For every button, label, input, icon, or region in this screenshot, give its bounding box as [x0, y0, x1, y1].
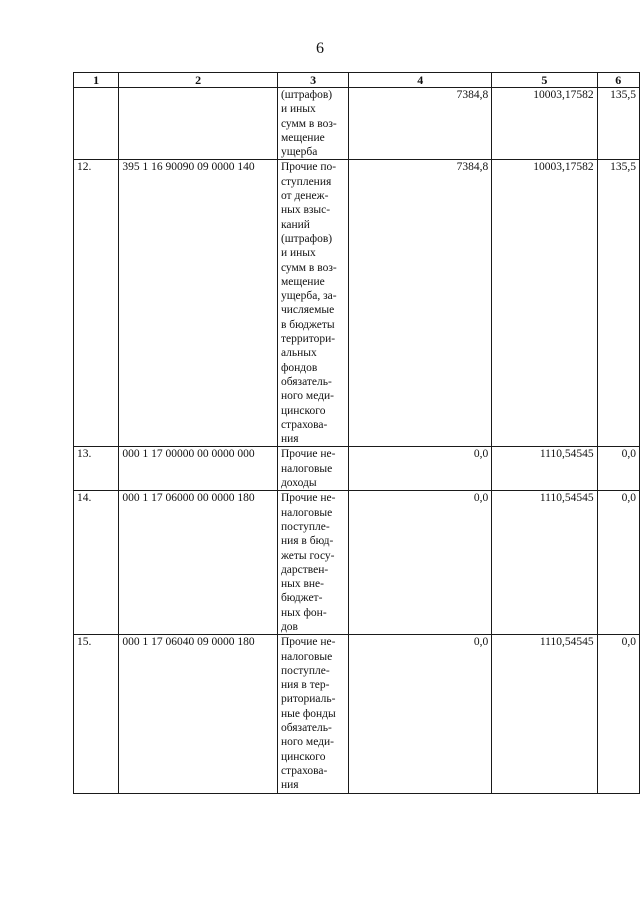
description-line: доходы [280, 477, 317, 490]
description-line: ния в бюд- [280, 535, 334, 548]
column-header-1: 1 [74, 73, 119, 88]
column-header-6: 6 [597, 73, 639, 88]
description-line: дарствен- [280, 563, 329, 576]
description-line: сумм в воз- [280, 261, 337, 274]
description-line: ного меди- [280, 736, 334, 749]
row-description [277, 635, 348, 793]
description-line: числяемые [280, 304, 335, 317]
table-row [74, 635, 640, 793]
description-line: жеты госу- [280, 549, 335, 562]
row-number [74, 88, 119, 160]
description-line: ного меди- [280, 390, 334, 403]
value-column-4: 0,0 [349, 447, 492, 491]
row-description [277, 160, 348, 447]
description-line: ных вне- [280, 578, 324, 591]
value-column-6: 135,5 [597, 88, 639, 160]
description-line: поступле- [280, 520, 330, 533]
value-column-4: 0,0 [349, 491, 492, 635]
description-line: (штрафов) [280, 89, 333, 101]
description-line: Прочие не- [280, 448, 336, 461]
description-line: ния в тер- [280, 679, 330, 692]
page-number: 6 [316, 40, 324, 57]
value-column-6: 0,0 [597, 635, 639, 793]
description-line: обязатель- [280, 375, 332, 388]
description-line: каний [280, 218, 310, 231]
description-line: от денеж- [280, 190, 329, 203]
description-line: налоговые [280, 462, 333, 475]
classification-code: 000 1 17 00000 00 0000 000 [119, 447, 278, 491]
description-line: фондов [280, 361, 318, 374]
description-line: в бюджеты [280, 318, 335, 331]
row-number: 15. [74, 635, 119, 793]
description-line: ных фон- [280, 606, 327, 619]
description-line: ния [280, 779, 299, 792]
row-number: 14. [74, 491, 119, 635]
value-column-5: 10003,17582 [492, 160, 597, 447]
row-description [277, 447, 348, 491]
description-line: Прочие по- [280, 161, 337, 174]
revenue-table [73, 72, 640, 794]
value-column-6: 135,5 [597, 160, 639, 447]
description-line: риториаль- [280, 693, 336, 706]
row-description [277, 88, 348, 160]
description-line: цинского [280, 750, 326, 763]
value-column-5: 1110,54545 [492, 635, 597, 793]
column-header-2: 2 [119, 73, 278, 88]
description-line: сумм в воз- [280, 117, 337, 130]
description-line: мещение [280, 275, 325, 288]
description-line: и иных [280, 247, 316, 260]
description-line: ущерба, за- [280, 290, 337, 303]
row-number: 12. [74, 160, 119, 447]
classification-code: 395 1 16 90090 09 0000 140 [119, 160, 278, 447]
column-header-5: 5 [492, 73, 597, 88]
description-line: ные фонды [280, 707, 336, 720]
value-column-6: 0,0 [597, 447, 639, 491]
description-line: ния [280, 433, 299, 446]
row-description [277, 491, 348, 635]
value-column-5: 1110,54545 [492, 447, 597, 491]
description-line: поступле- [280, 664, 330, 677]
description-line: обязатель- [280, 722, 332, 735]
description-line: ущерба [280, 146, 318, 159]
description-line: бюджет- [280, 592, 323, 605]
table-row [74, 88, 640, 160]
value-column-4: 0,0 [349, 635, 492, 793]
description-line: (штрафов) [280, 232, 333, 245]
value-column-6: 0,0 [597, 491, 639, 635]
description-line: ных взыс- [280, 204, 331, 217]
description-line: ступления [280, 175, 332, 188]
value-column-4: 7384,8 [349, 160, 492, 447]
description-line: Прочие не- [280, 636, 336, 649]
table-row [74, 447, 640, 491]
value-column-4: 7384,8 [349, 88, 492, 160]
description-line: страхова- [280, 418, 328, 431]
description-line: и иных [280, 103, 316, 116]
description-line: дов [280, 620, 298, 633]
classification-code [119, 88, 278, 160]
description-line: цинского [280, 404, 326, 417]
description-line: альных [280, 347, 317, 360]
classification-code: 000 1 17 06000 00 0000 180 [119, 491, 278, 635]
description-line: Прочие не- [280, 492, 336, 505]
value-column-5: 1110,54545 [492, 491, 597, 635]
description-line: мещение [280, 131, 325, 144]
row-number: 13. [74, 447, 119, 491]
description-line: страхова- [280, 764, 328, 777]
table-row [74, 160, 640, 447]
table-header-row [74, 73, 640, 88]
description-line: территори- [280, 333, 336, 346]
column-header-3: 3 [277, 73, 348, 88]
column-header-4: 4 [349, 73, 492, 88]
classification-code: 000 1 17 06040 09 0000 180 [119, 635, 278, 793]
description-line: налоговые [280, 650, 333, 663]
table-row [74, 491, 640, 635]
value-column-5: 10003,17582 [492, 88, 597, 160]
description-line: налоговые [280, 506, 333, 519]
